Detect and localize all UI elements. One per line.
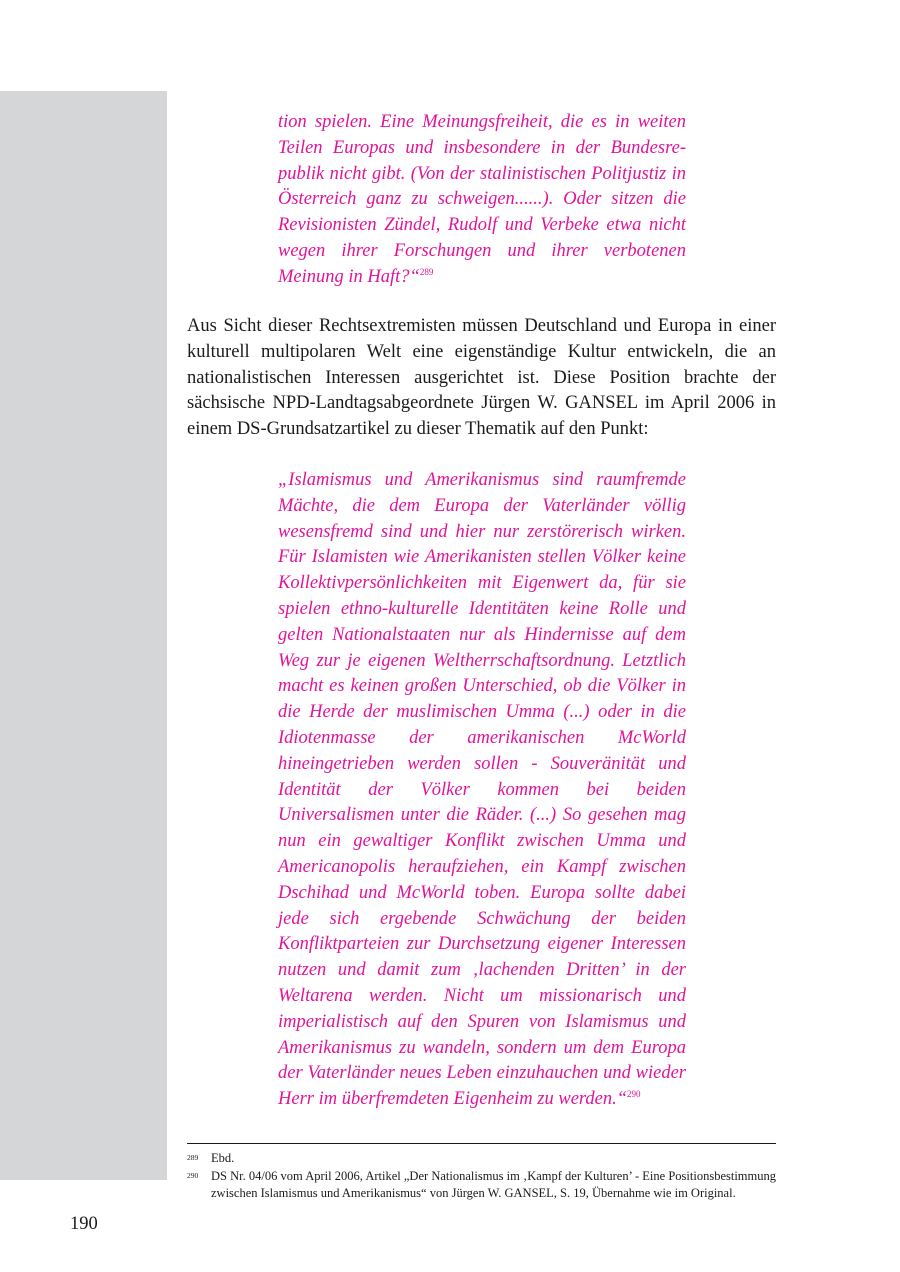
block-quote-2-text: „Islamismus und Amerikanismus sind raumfremde Mächte, die dem Europa der Vaterländer völlig wesensfremd sind und hier nur zerstörerisch wirken. Für Islamisten wie Amerikanisten stellen Völker keine Kollektivpersönlichkeiten mit Eigenwert da, für sie spielen ethno-kulturelle Identitäten keine Rolle und gelten Nationalstaaten nur als Hindernisse auf dem Weg zur je eigenen Weltherrschaftsordnung. Letztlich macht es keinen großen Unterschied, ob die Völker in die Herde der muslimischen Umma (...) oder in die Idiotenmasse der amerikanischen McWorld hineingetrieben werden sollen - Souveränität und Identität der Völker kommen bei beiden Universalismen unter die Räder. (...) So gesehen mag nun ein gewaltiger Konflikt zwischen Umma und Americanopolis heraufziehen, ein Kampf zwischen Dschihad und McWorld toben. Europa sollte dabei jede sich ergebende Schwächung der beiden Konfliktparteien zur Durchsetzung eigener Interessen nutzen und damit zum ‚lachenden Dritten’ in der Weltarena werden. Nicht um missionarisch und imperialistisch auf den Spuren von Islamismus und Amerikanismus zu wandeln, sondern um dem Europa der Vaterländer neues Leben einzuhauchen und wieder Herr im überfremdeten Eigenheim zu werden.“ (278, 470, 686, 1110)
footnote-ref-289[interactable]: 289 (419, 266, 434, 277)
block-quote-1 (278, 110, 686, 291)
footnote-289 (187, 1150, 776, 1168)
footnote-290 (187, 1168, 776, 1203)
block-quote-1-text: tion spielen. Eine Meinungsfreiheit, die es in weiten Teilen Europas und insbesondere in der Bundesrepublik nicht gibt. (Von der stalinistischen Politjustiz in Österreich ganz zu schweigen......). Oder sitzen die Revisionisten Zündel, Rudolf und Verbeke etwa nicht wegen ihrer Forschungen und ihrer verbotenen Meinung in Haft?“ (278, 112, 686, 287)
margin-sidebar (0, 91, 167, 1180)
footnotes (187, 1150, 776, 1203)
block-quote-2 (278, 468, 686, 1113)
footnote-text: Ebd. (211, 1151, 235, 1165)
footnote-number: 289 (187, 1153, 199, 1162)
footnote-ref-290[interactable]: 290 (627, 1089, 641, 1100)
footnote-text: DS Nr. 04/06 vom April 2006, Artikel „Der Nationalismus im ‚Kampf der Kulturen’ - Eine Positionsbestimmung zwischen Islamismus und Amerikanismus“ von Jürgen W. GANSEL, S. 19, Übernahme wie im Original. (211, 1168, 776, 1200)
footnote-divider (187, 1143, 776, 1144)
footnote-number: 290 (187, 1170, 199, 1180)
page-number: 190 (70, 1214, 98, 1234)
body-paragraph: Aus Sicht dieser Rechtsextremisten müssen Deutschland und Europa in einer kulturell multipolaren Welt eine eigenständige Kultur entwickeln, die an nationalistischen Interessen ausgerichtet ist. Diese Position brachte der sächsische NPD-Landtagsabgeordnete Jürgen W. GANSEL im April 2006 in einem DS-Grundsatzartikel zu dieser Thematik auf den Punkt: (187, 316, 776, 440)
